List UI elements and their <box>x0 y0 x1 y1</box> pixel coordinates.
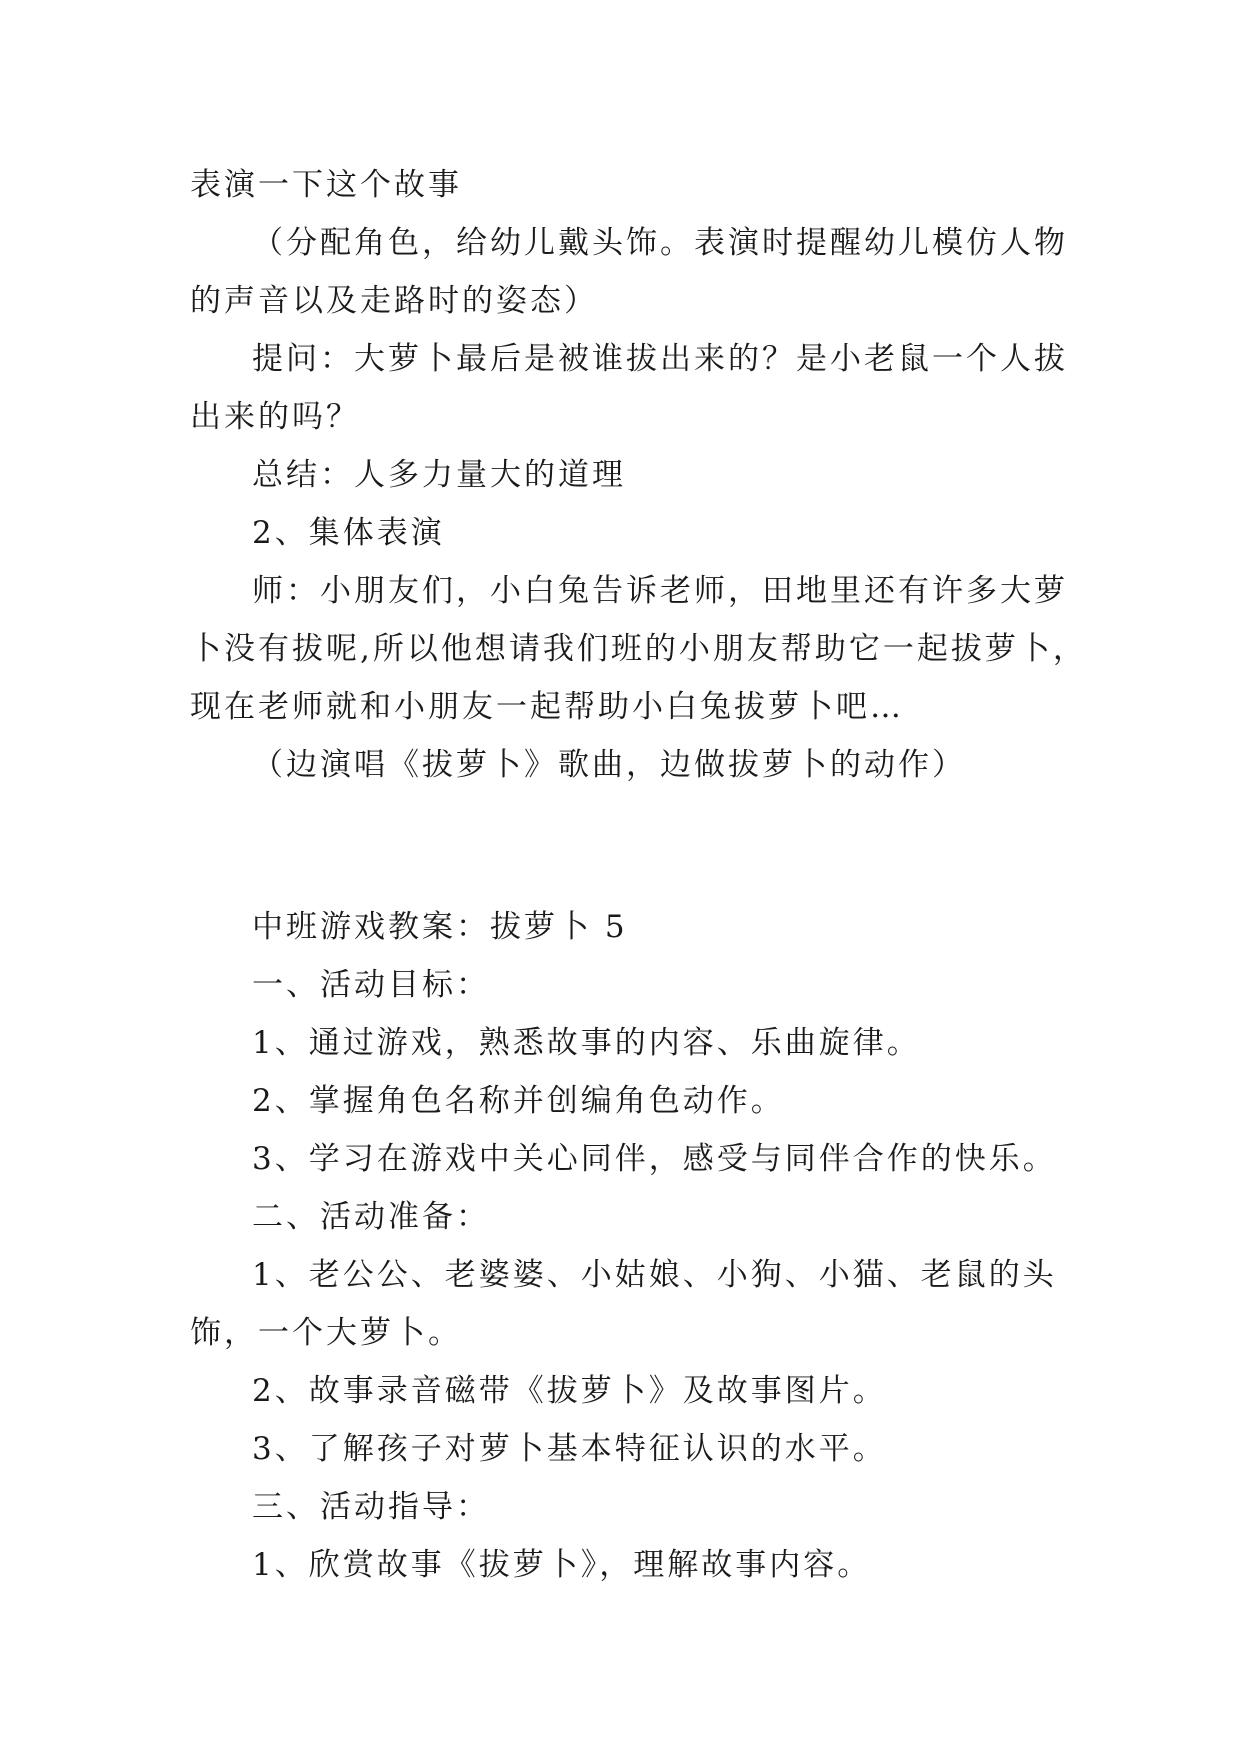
section-gap <box>190 794 1050 898</box>
text-line: 3、学习在游戏中关心同伴，感受与同伴合作的快乐。 <box>252 1141 1057 1177</box>
text-line: （边演唱《拔萝卜》歌曲，边做拔萝卜的动作） <box>252 747 966 783</box>
text-line: 1、欣赏故事《拔萝卜》，理解故事内容。 <box>252 1547 872 1583</box>
text-line: 饰，一个大萝卜。 <box>190 1315 462 1351</box>
text-line: 现在老师就和小朋友一起帮助小白兔拔萝卜吧… <box>190 689 904 725</box>
text-line: 出来的吗？ <box>190 399 360 435</box>
text-line: 2、故事录音磁带《拔萝卜》及故事图片。 <box>252 1373 887 1409</box>
text-line: 2、掌握角色名称并创编角色动作。 <box>252 1083 785 1119</box>
text-line: （分配角色，给幼儿戴头饰。表演时提醒幼儿模仿人物 <box>252 225 1068 261</box>
section-title: 中班游戏教案：拔萝卜 5 <box>252 909 628 945</box>
text-line: 卜没有拔呢,所以他想请我们班的小朋友帮助它一起拔萝卜， <box>190 631 1087 667</box>
text-line: 3、了解孩子对萝卜基本特征认识的水平。 <box>252 1431 887 1467</box>
text-line: 的声音以及走路时的姿态） <box>190 283 598 319</box>
text-line: 三、活动指导： <box>252 1489 490 1525</box>
text-line: 一、活动目标： <box>252 967 490 1003</box>
text-line: 师：小朋友们，小白兔告诉老师，田地里还有许多大萝 <box>252 573 1068 609</box>
text-line: 二、活动准备： <box>252 1199 490 1235</box>
text-line: 1、通过游戏，熟悉故事的内容、乐曲旋律。 <box>252 1025 921 1061</box>
text-line: 1、老公公、老婆婆、小姑娘、小狗、小猫、老鼠的头 <box>252 1257 1057 1293</box>
text-line: 表演一下这个故事 <box>190 167 462 203</box>
document-body <box>190 156 1087 1594</box>
text-line: 2、集体表演 <box>252 515 445 551</box>
text-line: 总结：人多力量大的道理 <box>252 457 626 493</box>
text-line: 提问：大萝卜最后是被谁拔出来的？是小老鼠一个人拔 <box>252 341 1068 377</box>
